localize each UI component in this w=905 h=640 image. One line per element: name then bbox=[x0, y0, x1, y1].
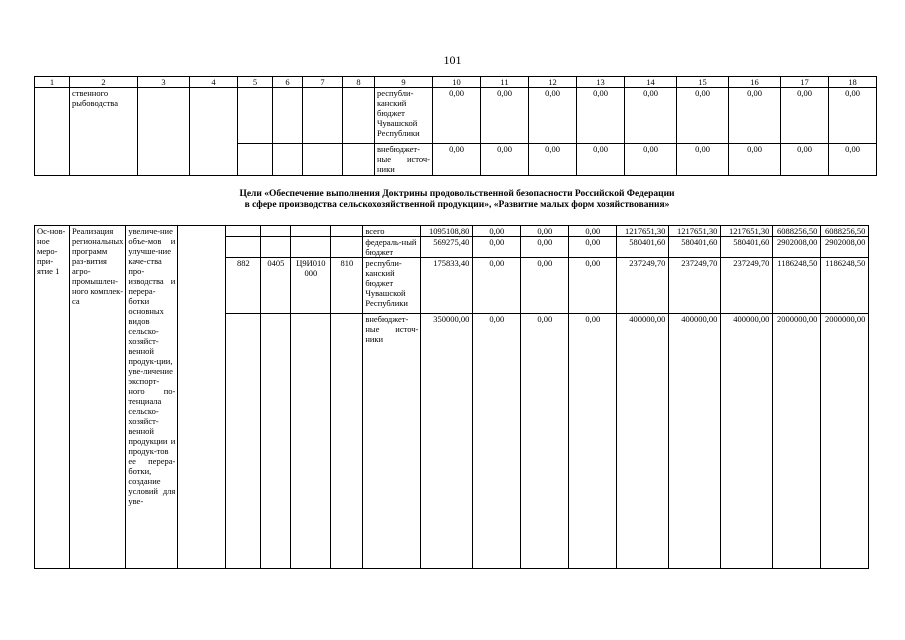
col-header: 14 bbox=[625, 77, 677, 88]
cell bbox=[291, 237, 331, 258]
value-cell: 0,00 bbox=[625, 88, 677, 144]
value-cell: 0,00 bbox=[481, 144, 529, 176]
cell bbox=[261, 237, 291, 258]
activity-name: ственного рыбоводства bbox=[70, 88, 138, 176]
value-cell: 580401,60 bbox=[617, 237, 669, 258]
col-header: 2 bbox=[70, 77, 138, 88]
value-cell: 2902008,00 bbox=[821, 237, 869, 258]
col-header: 7 bbox=[303, 77, 343, 88]
page-number: 101 bbox=[443, 53, 462, 67]
value-cell: 0,00 bbox=[473, 226, 521, 237]
value-cell: 237249,70 bbox=[721, 258, 773, 314]
value-cell: 400000,00 bbox=[617, 314, 669, 569]
col-header: 13 bbox=[577, 77, 625, 88]
col-header: 17 bbox=[781, 77, 829, 88]
cell bbox=[291, 314, 331, 569]
value-cell: 0,00 bbox=[569, 226, 617, 237]
col-header: 10 bbox=[433, 77, 481, 88]
value-cell: 0,00 bbox=[529, 88, 577, 144]
cell bbox=[238, 88, 273, 144]
value-cell: 0,00 bbox=[521, 237, 569, 258]
value-cell: 0,00 bbox=[473, 314, 521, 569]
cell bbox=[303, 88, 343, 144]
goal-line-1: Цели «Обеспечение выполнения Доктрины продовольственной безопасности Российской Федерации bbox=[239, 189, 675, 199]
cell bbox=[273, 88, 303, 144]
value-cell: 0,00 bbox=[529, 144, 577, 176]
code-section: 0405 bbox=[261, 258, 291, 314]
value-cell: 0,00 bbox=[473, 237, 521, 258]
code-target: Ц9И010 000 bbox=[291, 258, 331, 314]
value-cell: 0,00 bbox=[521, 258, 569, 314]
value-cell: 0,00 bbox=[569, 237, 617, 258]
value-cell: 350000,00 bbox=[421, 314, 473, 569]
funding-source: республи-канский бюджет Чувашской Республики bbox=[363, 258, 421, 314]
value-cell: 0,00 bbox=[829, 144, 877, 176]
value-cell: 0,00 bbox=[677, 88, 729, 144]
value-cell: 1186248,50 bbox=[773, 258, 821, 314]
value-cell: 2000000,00 bbox=[821, 314, 869, 569]
value-cell: 0,00 bbox=[521, 314, 569, 569]
cell bbox=[303, 144, 343, 176]
value-cell: 175833,40 bbox=[421, 258, 473, 314]
value-cell: 400000,00 bbox=[721, 314, 773, 569]
col-header: 8 bbox=[343, 77, 375, 88]
col-header: 1 bbox=[35, 77, 70, 88]
col-header: 15 bbox=[677, 77, 729, 88]
value-cell: 0,00 bbox=[481, 88, 529, 144]
measure-goal: увеличе-ние объе-мов и улучше-ние каче-ства про-изводства и перера-ботки основных видов сельско-хозяйст-венной продук-ции, уве-личение экспорт-ного по-тенциала сельско-хозяйст-венной продукции и продук-тов ее перера-ботки, создание условий для уве- bbox=[126, 226, 178, 569]
value-cell: 0,00 bbox=[829, 88, 877, 144]
value-cell: 0,00 bbox=[433, 88, 481, 144]
funding-source: всего bbox=[363, 226, 421, 237]
value-cell: 580401,60 bbox=[721, 237, 773, 258]
value-cell: 0,00 bbox=[781, 88, 829, 144]
code-type: 810 bbox=[331, 258, 363, 314]
cell bbox=[261, 314, 291, 569]
cell bbox=[238, 144, 273, 176]
col-header: 9 bbox=[375, 77, 433, 88]
value-cell: 0,00 bbox=[577, 144, 625, 176]
cell bbox=[291, 226, 331, 237]
value-cell: 1186248,50 bbox=[821, 258, 869, 314]
cell bbox=[261, 226, 291, 237]
cell bbox=[331, 237, 363, 258]
cell bbox=[273, 144, 303, 176]
budget-table-top bbox=[34, 76, 877, 176]
value-cell: 2902008,00 bbox=[773, 237, 821, 258]
col-header: 4 bbox=[190, 77, 238, 88]
cell bbox=[331, 314, 363, 569]
funding-source: внебюджет-ные источ-ники bbox=[375, 144, 433, 176]
value-cell: 0,00 bbox=[625, 144, 677, 176]
value-cell: 0,00 bbox=[781, 144, 829, 176]
measure-label: Ос-нов-ное меро-при-ятие 1 bbox=[35, 226, 70, 569]
value-cell: 0,00 bbox=[473, 258, 521, 314]
cell bbox=[226, 226, 261, 237]
value-cell: 1095108,80 bbox=[421, 226, 473, 237]
goal-line-2: в сфере производства сельскохозяйственной продукции», «Развитие малых форм хозяйствования» bbox=[244, 200, 670, 210]
funding-source: республи-канский бюджет Чувашской Республики bbox=[375, 88, 433, 144]
code-ministry: 882 bbox=[226, 258, 261, 314]
col-header: 11 bbox=[481, 77, 529, 88]
value-cell: 400000,00 bbox=[669, 314, 721, 569]
cell bbox=[35, 88, 70, 176]
value-cell: 0,00 bbox=[729, 144, 781, 176]
table-row bbox=[35, 226, 869, 237]
measure-name: Реализация региональных программ раз-вития агро-промышлен-ного комплек-са bbox=[70, 226, 126, 569]
value-cell: 0,00 bbox=[677, 144, 729, 176]
col-header: 5 bbox=[238, 77, 273, 88]
funding-source: федераль-ный бюджет bbox=[363, 237, 421, 258]
funding-source: внебюджет-ные источ-ники bbox=[363, 314, 421, 569]
value-cell: 237249,70 bbox=[617, 258, 669, 314]
col-header: 6 bbox=[273, 77, 303, 88]
value-cell: 6088256,50 bbox=[821, 226, 869, 237]
cell bbox=[226, 237, 261, 258]
cell bbox=[343, 88, 375, 144]
col-header: 3 bbox=[138, 77, 190, 88]
value-cell: 2000000,00 bbox=[773, 314, 821, 569]
value-cell: 1217651,30 bbox=[617, 226, 669, 237]
value-cell: 580401,60 bbox=[669, 237, 721, 258]
budget-table-main bbox=[34, 225, 869, 569]
cell bbox=[226, 314, 261, 569]
value-cell: 1217651,30 bbox=[721, 226, 773, 237]
cell bbox=[178, 226, 226, 569]
value-cell: 0,00 bbox=[521, 226, 569, 237]
cell bbox=[331, 226, 363, 237]
value-cell: 237249,70 bbox=[669, 258, 721, 314]
col-header: 12 bbox=[529, 77, 577, 88]
value-cell: 0,00 bbox=[729, 88, 781, 144]
value-cell: 0,00 bbox=[577, 88, 625, 144]
header-row bbox=[35, 77, 877, 88]
cell bbox=[138, 88, 190, 176]
value-cell: 569275,40 bbox=[421, 237, 473, 258]
value-cell: 0,00 bbox=[569, 258, 617, 314]
value-cell: 1217651,30 bbox=[669, 226, 721, 237]
cell bbox=[190, 88, 238, 176]
value-cell: 6088256,50 bbox=[773, 226, 821, 237]
goal-heading bbox=[34, 189, 880, 211]
value-cell: 0,00 bbox=[569, 314, 617, 569]
value-cell: 0,00 bbox=[433, 144, 481, 176]
cell bbox=[343, 144, 375, 176]
col-header: 18 bbox=[829, 77, 877, 88]
table-row bbox=[35, 88, 877, 144]
col-header: 16 bbox=[729, 77, 781, 88]
